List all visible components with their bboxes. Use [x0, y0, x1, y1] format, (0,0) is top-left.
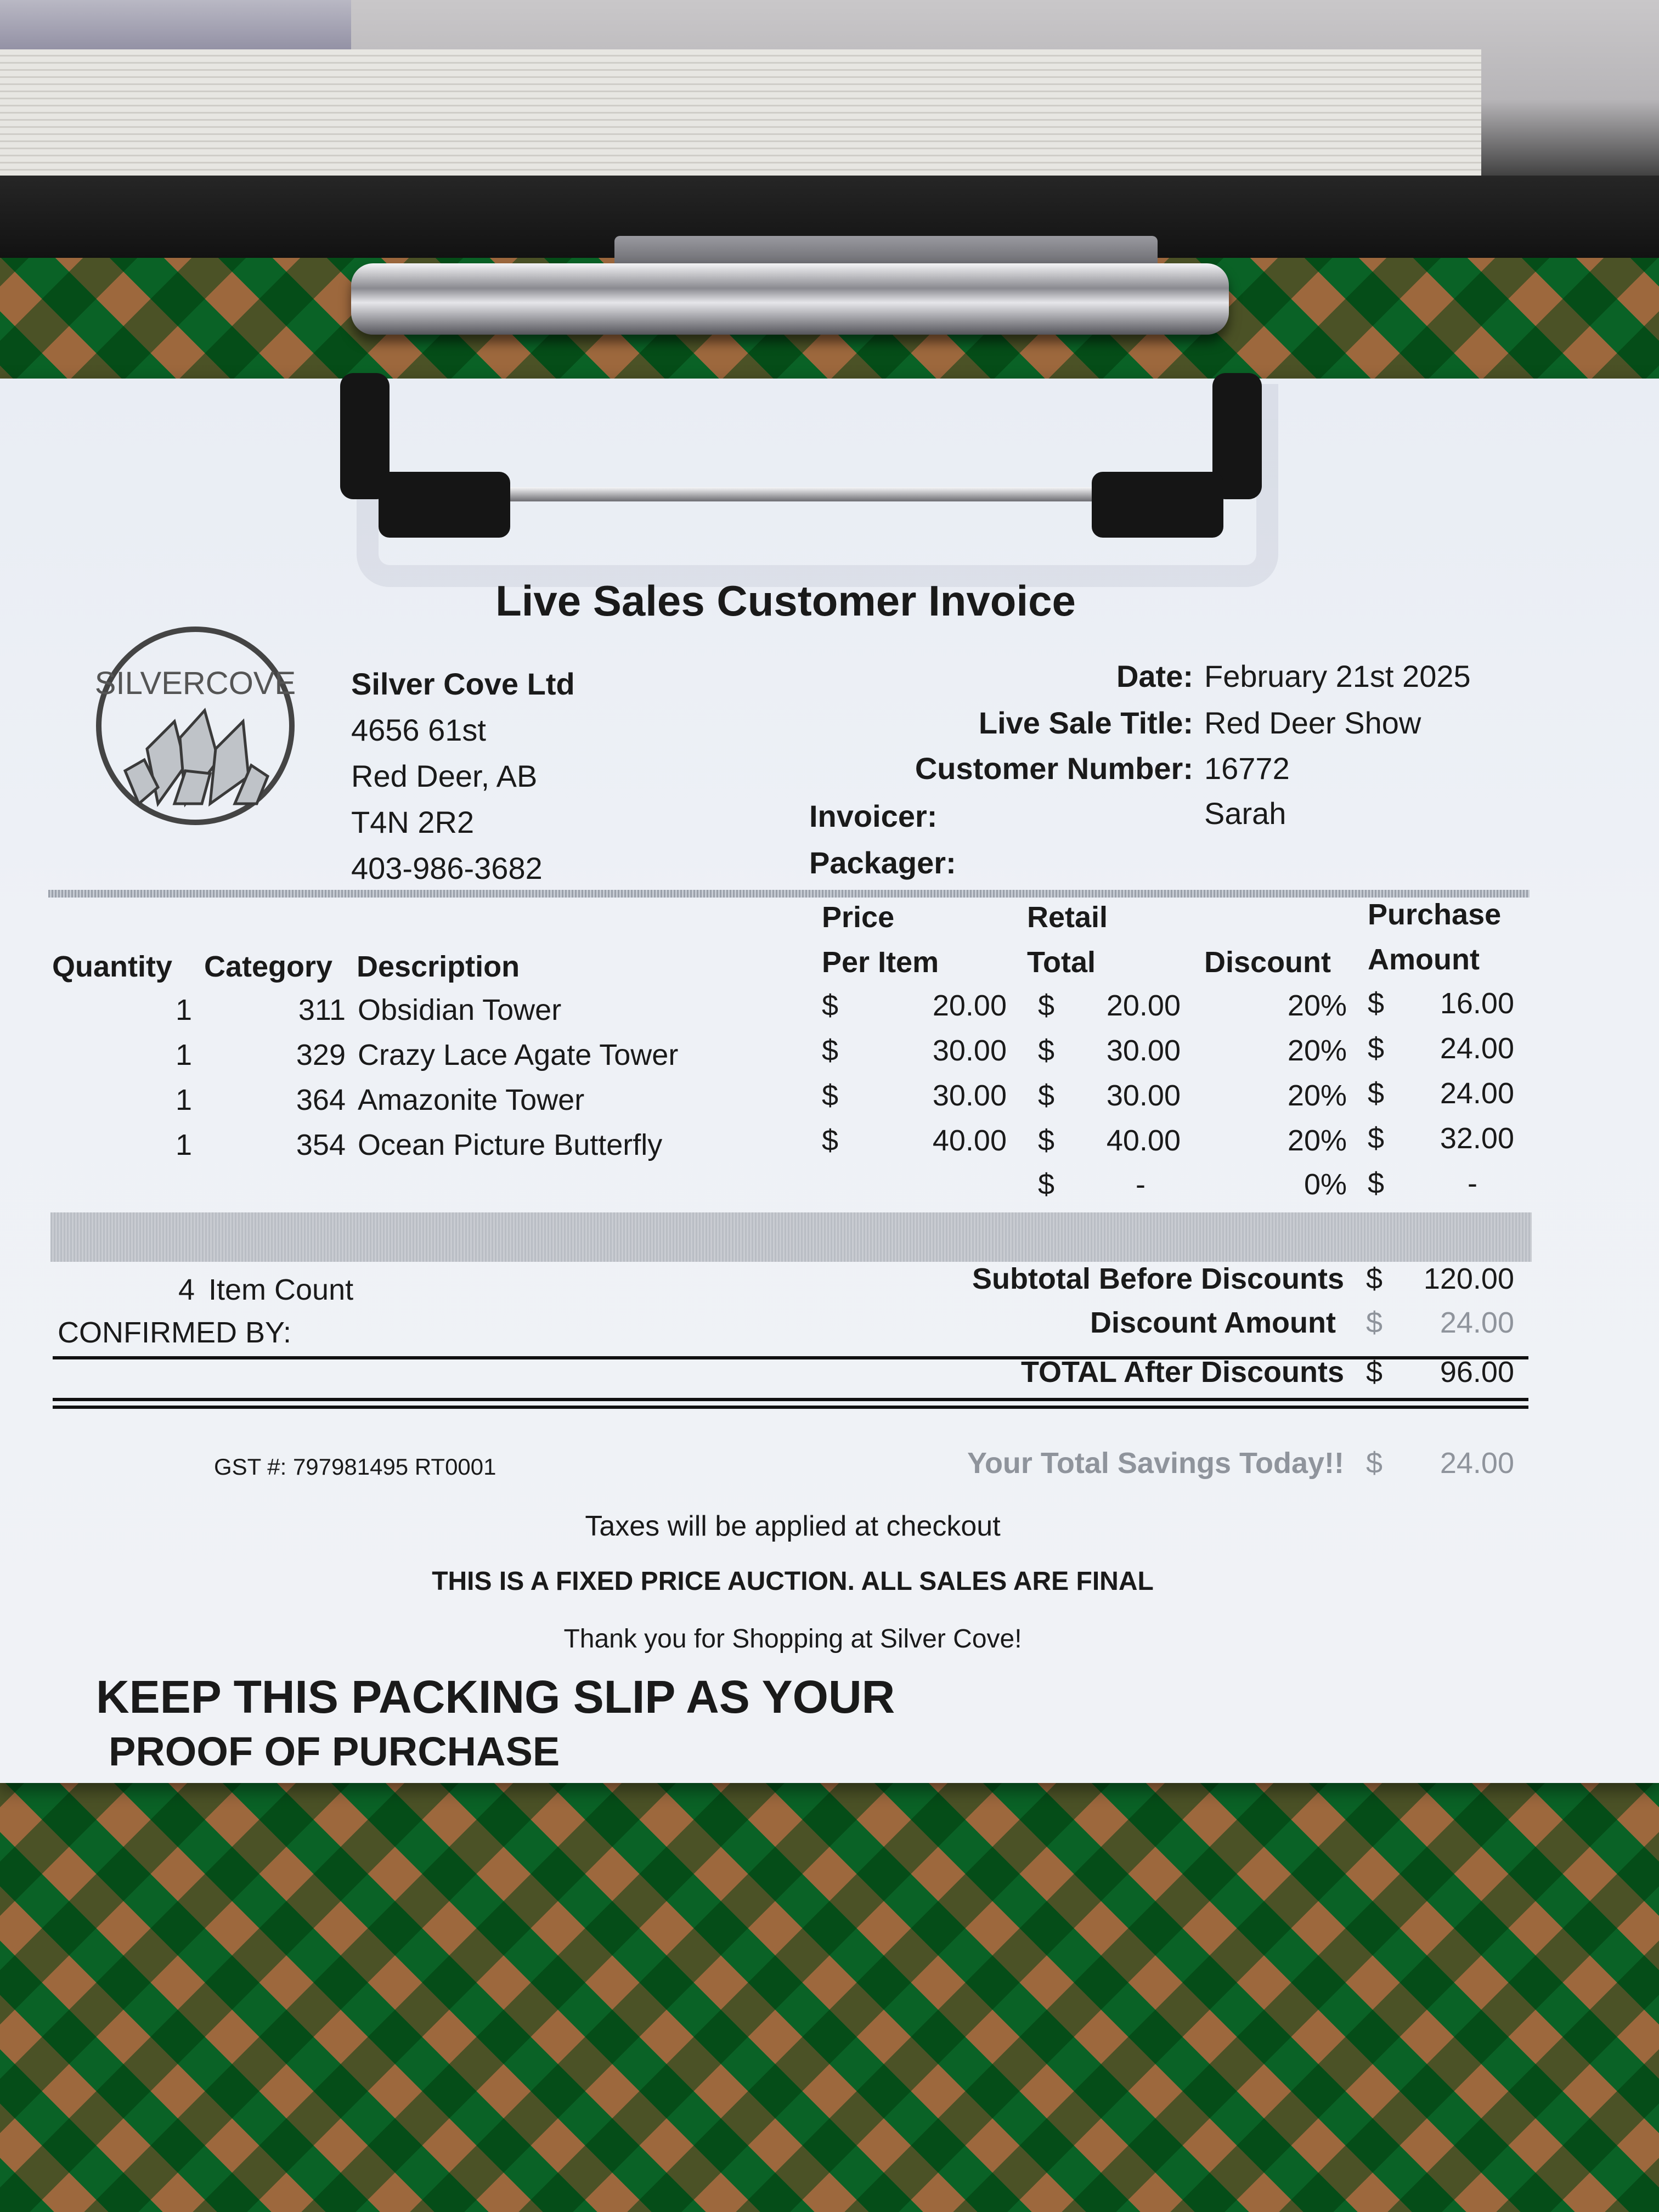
keep-slip-line1: KEEP THIS PACKING SLIP AS YOUR — [96, 1671, 895, 1723]
col-purchase-line1: Purchase — [1368, 898, 1502, 931]
col-category: Category — [204, 950, 333, 983]
row-amount-currency: $ — [1368, 1167, 1385, 1200]
row-price: 20.00 — [932, 989, 1007, 1022]
total-bottom-rule-2 — [53, 1406, 1528, 1409]
invoicer-label: Invoicer: — [809, 799, 938, 833]
logo-text: SILVERCOVE — [94, 665, 296, 701]
row-price-currency: $ — [822, 1124, 839, 1157]
sale-title-label: Live Sale Title: — [978, 706, 1193, 740]
total-currency: $ — [1366, 1356, 1383, 1389]
row-discount: 20% — [1287, 1079, 1347, 1112]
row-description: Obsidian Tower — [358, 994, 562, 1026]
row-retail-currency: $ — [1038, 1168, 1055, 1201]
row-purchase-amount: 24.00 — [1440, 1032, 1514, 1065]
subtotal-label: Subtotal Before Discounts — [972, 1262, 1344, 1295]
row-category: 364 — [296, 1084, 346, 1116]
row-price-currency: $ — [822, 1079, 839, 1112]
col-price-line1: Price — [822, 901, 895, 934]
row-discount: 20% — [1287, 1124, 1347, 1157]
table-end-band — [50, 1212, 1532, 1262]
discount-amount-currency: $ — [1366, 1306, 1383, 1339]
company-address-block — [351, 661, 575, 891]
row-price-currency: $ — [822, 989, 839, 1022]
packager-label: Packager: — [809, 845, 956, 880]
row-retail-currency: $ — [1038, 1124, 1055, 1157]
row-purchase-amount: 24.00 — [1440, 1077, 1514, 1110]
row-discount: 20% — [1287, 989, 1347, 1022]
item-count-label: Item Count — [208, 1273, 354, 1306]
row-amount-currency: $ — [1368, 987, 1385, 1020]
row-quantity: 1 — [175, 1084, 192, 1116]
savings-currency: $ — [1366, 1447, 1383, 1480]
final-sale-note: THIS IS A FIXED PRICE AUCTION. ALL SALES ARE FINAL — [432, 1567, 1154, 1596]
col-retail-line2: Total — [1027, 946, 1096, 979]
discount-amount-label: Discount Amount — [1090, 1306, 1336, 1339]
row-category: 311 — [298, 994, 346, 1026]
row-retail-total: 30.00 — [1106, 1034, 1181, 1067]
company-address-line2: Red Deer, AB — [351, 759, 538, 793]
savings-label: Your Total Savings Today!! — [967, 1447, 1344, 1480]
row-description: Ocean Picture Butterfly — [358, 1128, 663, 1161]
invoicer-value: Sarah — [1204, 796, 1286, 831]
header-divider — [48, 890, 1530, 898]
row-discount: 20% — [1287, 1034, 1347, 1067]
row-discount: 0% — [1304, 1168, 1347, 1201]
subtotal-value: 120.00 — [1423, 1262, 1514, 1295]
row-category: 354 — [296, 1128, 346, 1161]
col-price-line2: Per Item — [822, 946, 939, 979]
row-price: 30.00 — [932, 1034, 1007, 1067]
invoice-title: Live Sales Customer Invoice — [495, 577, 1076, 625]
sale-title-value: Red Deer Show — [1204, 706, 1421, 740]
confirmed-by-label: CONFIRMED BY: — [58, 1316, 292, 1349]
silver-cove-logo — [92, 623, 298, 829]
row-amount-currency: $ — [1368, 1077, 1385, 1110]
row-purchase-amount: 16.00 — [1440, 987, 1514, 1020]
customer-number-label: Customer Number: — [915, 751, 1193, 786]
row-retail-total: 30.00 — [1106, 1079, 1181, 1112]
subtotal-currency: $ — [1366, 1262, 1383, 1295]
row-description: Crazy Lace Agate Tower — [358, 1039, 679, 1071]
row-quantity: 1 — [175, 1039, 192, 1071]
row-retail-currency: $ — [1038, 989, 1055, 1022]
customer-number-value: 16772 — [1204, 751, 1290, 786]
row-price: 40.00 — [932, 1124, 1007, 1157]
company-address-line1: 4656 61st — [351, 713, 486, 747]
gst-number: GST #: 797981495 RT0001 — [214, 1454, 496, 1480]
company-phone: 403-986-3682 — [351, 851, 543, 885]
row-purchase-amount: 32.00 — [1440, 1122, 1514, 1155]
row-retail-total: - — [1136, 1168, 1146, 1201]
row-retail-currency: $ — [1038, 1079, 1055, 1112]
company-postal-code: T4N 2R2 — [351, 805, 475, 839]
row-quantity: 1 — [175, 994, 192, 1026]
row-retail-currency: $ — [1038, 1034, 1055, 1067]
thank-you-note: Thank you for Shopping at Silver Cove! — [563, 1624, 1022, 1654]
col-discount: Discount — [1204, 946, 1331, 979]
keep-slip-line2: PROOF OF PURCHASE — [109, 1729, 560, 1774]
row-amount-currency: $ — [1368, 1122, 1385, 1155]
date-label: Date: — [1116, 659, 1193, 693]
date-value: February 21st 2025 — [1204, 659, 1471, 693]
item-count-value: 4 — [178, 1273, 195, 1306]
savings-value: 24.00 — [1440, 1447, 1514, 1480]
row-price-currency: $ — [822, 1034, 839, 1067]
col-retail-line1: Retail — [1027, 901, 1108, 934]
total-bottom-rule-1 — [53, 1398, 1528, 1401]
col-purchase-line2: Amount — [1368, 943, 1480, 976]
row-description: Amazonite Tower — [358, 1084, 585, 1116]
discount-amount-value: 24.00 — [1440, 1306, 1514, 1339]
total-label: TOTAL After Discounts — [1020, 1356, 1344, 1389]
col-quantity: Quantity — [52, 950, 173, 983]
row-retail-total: 20.00 — [1106, 989, 1181, 1022]
taxes-note: Taxes will be applied at checkout — [585, 1510, 1001, 1542]
row-quantity: 1 — [175, 1128, 192, 1161]
row-purchase-amount: - — [1468, 1167, 1477, 1200]
row-amount-currency: $ — [1368, 1032, 1385, 1065]
row-category: 329 — [296, 1039, 346, 1071]
col-description: Description — [357, 950, 520, 983]
row-retail-total: 40.00 — [1106, 1124, 1181, 1157]
company-name: Silver Cove Ltd — [351, 667, 575, 701]
total-value: 96.00 — [1440, 1356, 1514, 1389]
row-price: 30.00 — [932, 1079, 1007, 1112]
